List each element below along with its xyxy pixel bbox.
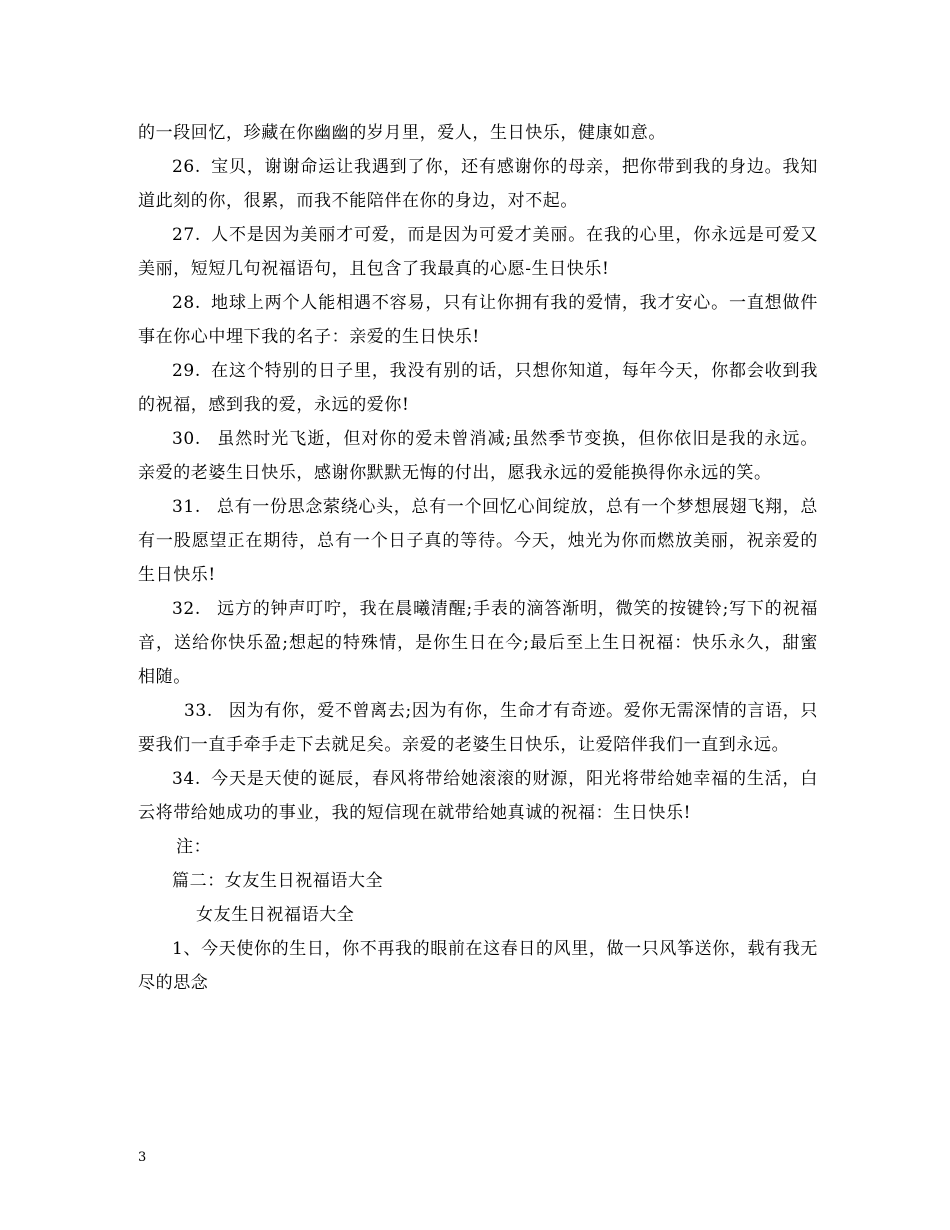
- paragraph-text: 因为有你，爱不曾离去;因为有你，生命才有奇迹。爱你无需深情的言语，只要我们一直手牵手走下去就足矣。亲爱的老婆生日快乐，让爱陪伴我们一直到永远。: [138, 701, 818, 755]
- paragraph-32: [138, 592, 818, 694]
- paragraph-number: 33.: [184, 701, 213, 721]
- paragraph-text: 地球上两个人能相遇不容易，只有让你拥有我的爱情，我才安心。一直想做件事在你心中埋下我的名子：亲爱的生日快乐!: [138, 293, 818, 347]
- list-item-1: 1、今天使你的生日，你不再我的眼前在这春日的风里，做一只风筝送你，载有我无尽的思念: [138, 939, 818, 993]
- paragraph-text: 远方的钟声叮咛，我在晨曦清醒;手表的滴答渐明，微笑的按键铃;写下的祝福音，送给你快乐盈;想起的特殊情，是你生日在今;最后至上生日祝福：快乐永久，甜蜜相随。: [138, 599, 818, 687]
- paragraph-number: 29.: [172, 361, 201, 381]
- document-body: [138, 116, 818, 1000]
- paragraph-text: 人不是因为美丽才可爱，而是因为可爱才美丽。在我的心里，你永远是可爱又美丽，短短几句祝福语句，且包含了我最真的心愿-生日快乐!: [138, 225, 818, 279]
- paragraph-text: 宝贝，谢谢命运让我遇到了你，还有感谢你的母亲，把你带到我的身边。我知道此刻的你，很累，而我不能陪伴在你的身边，对不起。: [138, 157, 818, 211]
- paragraph-number: 26.: [172, 157, 201, 177]
- paragraph-number: 30.: [172, 429, 201, 449]
- paragraph-text: 的一段回忆，珍藏在你幽幽的岁月里，爱人，生日快乐，健康如意。: [138, 123, 666, 143]
- paragraph-33: [138, 694, 818, 762]
- paragraph-28: [138, 286, 818, 354]
- page-number: 3: [138, 1150, 147, 1165]
- paragraph-text: 在这个特别的日子里，我没有别的话，只想你知道，每年今天，你都会收到我的祝福，感到我的爱，永远的爱你!: [138, 361, 818, 415]
- section-subtitle: 女友生日祝福语大全: [196, 905, 355, 925]
- paragraph-continuation: [138, 116, 818, 150]
- paragraph-27: [138, 218, 818, 286]
- paragraph-number: 27.: [172, 225, 201, 245]
- note-label: 注：: [176, 837, 212, 857]
- paragraph-number: 31.: [172, 497, 201, 517]
- section-heading: 篇二：女友生日祝福语大全: [172, 871, 384, 891]
- paragraph-text: 虽然时光飞逝，但对你的爱未曾消减;虽然季节变换，但你依旧是我的永远。亲爱的老婆生日快乐，感谢你默默无悔的付出，愿我永远的爱能换得你永远的笑。: [138, 429, 818, 483]
- paragraph-number: 28.: [172, 293, 201, 313]
- paragraph-30: [138, 422, 818, 490]
- paragraph-34: [138, 762, 818, 830]
- paragraph-number: 32.: [172, 599, 201, 619]
- paragraph-number: 34.: [172, 769, 201, 789]
- paragraph-29: [138, 354, 818, 422]
- paragraph-31: [138, 490, 818, 592]
- paragraph-text: 今天是天使的诞辰，春风将带给她滚滚的财源，阳光将带给她幸福的生活，白云将带给她成功的事业，我的短信现在就带给她真诚的祝福：生日快乐!: [138, 769, 818, 823]
- paragraph-26: [138, 150, 818, 218]
- paragraph-text: 总有一份思念萦绕心头，总有一个回忆心间绽放，总有一个梦想展翅飞翔，总有一股愿望正在期待，总有一个日子真的等待。今天，烛光为你而燃放美丽，祝亲爱的生日快乐!: [138, 497, 818, 585]
